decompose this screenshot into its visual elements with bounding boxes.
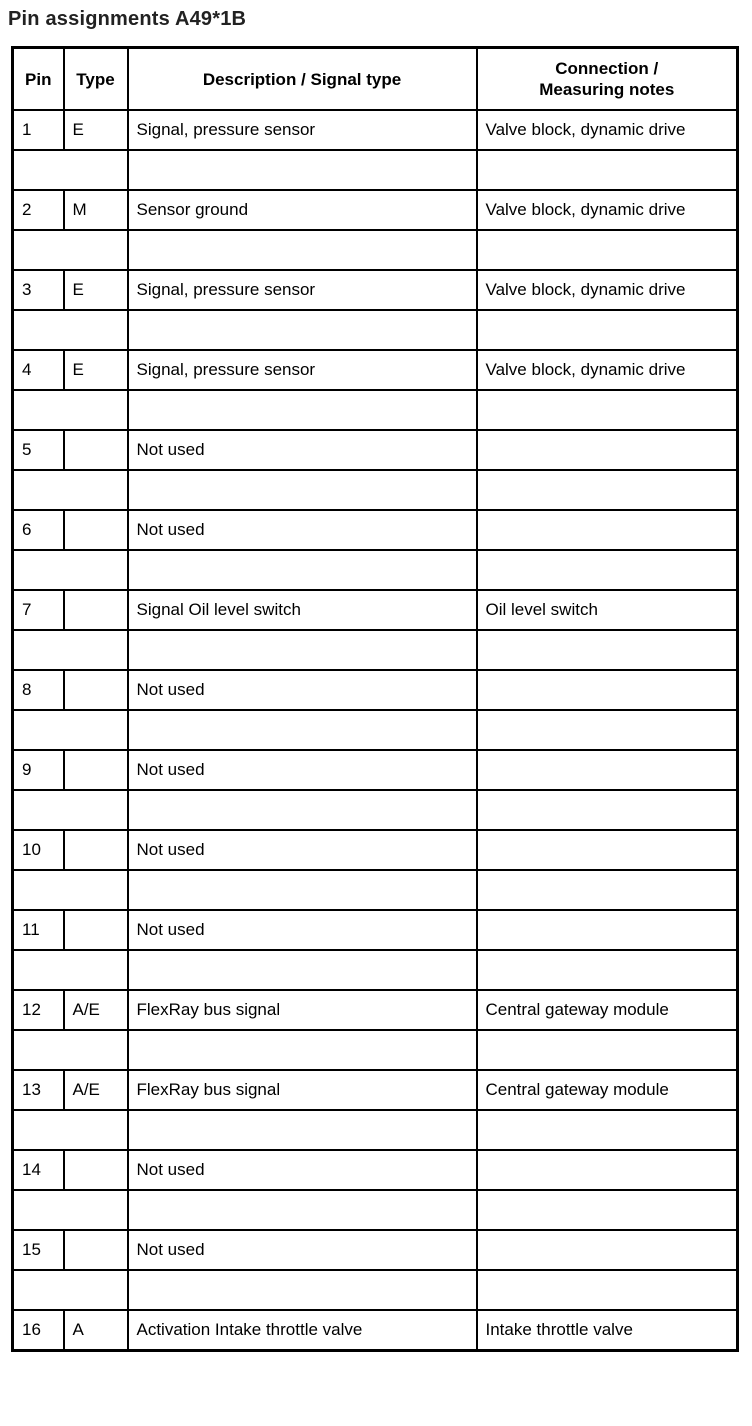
cell-description: Signal Oil level switch [128,590,477,630]
spacer-cell [128,1270,477,1310]
spacer-cell [13,790,128,830]
header-description: Description / Signal type [128,48,477,111]
spacer-cell [477,630,738,670]
cell-connection [477,750,738,790]
cell-description: Not used [128,670,477,710]
cell-type [64,1150,128,1190]
table-row [13,110,738,150]
cell-pin: 2 [13,190,64,230]
cell-connection: Oil level switch [477,590,738,630]
cell-description: Not used [128,1150,477,1190]
spacer-cell [477,390,738,430]
cell-type [64,910,128,950]
spacer-cell [128,1030,477,1070]
spacer-cell [13,150,128,190]
spacer-cell [477,550,738,590]
cell-type [64,430,128,470]
cell-description: FlexRay bus signal [128,990,477,1030]
table-row [13,830,738,870]
spacer-row [13,1190,738,1230]
spacer-cell [128,950,477,990]
spacer-cell [13,310,128,350]
cell-pin: 14 [13,1150,64,1190]
spacer-cell [477,150,738,190]
spacer-cell [477,1270,738,1310]
spacer-row [13,310,738,350]
table-row [13,1070,738,1110]
cell-pin: 11 [13,910,64,950]
cell-type [64,590,128,630]
table-row [13,190,738,230]
cell-type: M [64,190,128,230]
cell-type: A/E [64,1070,128,1110]
cell-pin: 12 [13,990,64,1030]
spacer-row [13,470,738,510]
cell-connection [477,830,738,870]
cell-pin: 5 [13,430,64,470]
table-row [13,350,738,390]
pin-assignment-table [11,46,739,1352]
cell-connection: Intake throttle valve [477,1310,738,1351]
cell-description: Not used [128,750,477,790]
spacer-cell [477,790,738,830]
cell-pin: 3 [13,270,64,310]
spacer-cell [477,710,738,750]
spacer-cell [477,950,738,990]
table-body [13,110,738,1351]
cell-type: E [64,270,128,310]
cell-type [64,750,128,790]
cell-connection: Central gateway module [477,990,738,1030]
spacer-cell [13,550,128,590]
cell-connection [477,1230,738,1270]
cell-connection [477,670,738,710]
spacer-cell [13,230,128,270]
spacer-cell [128,630,477,670]
spacer-cell [128,710,477,750]
spacer-cell [13,1110,128,1150]
spacer-row [13,870,738,910]
header-pin: Pin [13,48,64,111]
spacer-row [13,150,738,190]
table-row [13,750,738,790]
cell-type [64,670,128,710]
header-connection-line2: Measuring notes [539,80,675,99]
spacer-cell [128,150,477,190]
spacer-cell [477,1030,738,1070]
spacer-cell [13,950,128,990]
spacer-cell [477,1110,738,1150]
cell-type [64,830,128,870]
spacer-row [13,550,738,590]
cell-type [64,1230,128,1270]
cell-description: FlexRay bus signal [128,1070,477,1110]
cell-description: Not used [128,430,477,470]
spacer-cell [128,870,477,910]
spacer-cell [128,470,477,510]
header-connection-line1: Connection / [555,59,659,78]
cell-connection: Valve block, dynamic drive [477,350,738,390]
cell-connection [477,910,738,950]
spacer-row [13,790,738,830]
cell-description: Activation Intake throttle valve [128,1310,477,1351]
spacer-cell [477,470,738,510]
cell-pin: 1 [13,110,64,150]
header-type: Type [64,48,128,111]
table-row [13,270,738,310]
table-row [13,1230,738,1270]
cell-pin: 7 [13,590,64,630]
header-connection [477,48,738,111]
table-row [13,670,738,710]
spacer-cell [477,870,738,910]
table-row [13,590,738,630]
cell-connection [477,510,738,550]
cell-description: Signal, pressure sensor [128,270,477,310]
spacer-row [13,1270,738,1310]
spacer-cell [13,390,128,430]
cell-type: A/E [64,990,128,1030]
spacer-cell [13,1030,128,1070]
spacer-cell [13,630,128,670]
cell-description: Not used [128,910,477,950]
spacer-cell [477,310,738,350]
cell-pin: 16 [13,1310,64,1351]
cell-description: Not used [128,1230,477,1270]
cell-type: A [64,1310,128,1351]
spacer-row [13,630,738,670]
spacer-row [13,390,738,430]
cell-description: Signal, pressure sensor [128,350,477,390]
cell-connection: Central gateway module [477,1070,738,1110]
table-row [13,1310,738,1351]
spacer-cell [128,230,477,270]
cell-pin: 15 [13,1230,64,1270]
cell-type: E [64,350,128,390]
cell-pin: 8 [13,670,64,710]
table-row [13,1150,738,1190]
cell-connection: Valve block, dynamic drive [477,190,738,230]
spacer-row [13,230,738,270]
cell-description: Not used [128,510,477,550]
cell-connection [477,1150,738,1190]
cell-pin: 13 [13,1070,64,1110]
spacer-cell [128,310,477,350]
spacer-cell [477,1190,738,1230]
spacer-row [13,1030,738,1070]
cell-pin: 9 [13,750,64,790]
spacer-row [13,1110,738,1150]
cell-pin: 4 [13,350,64,390]
cell-type: E [64,110,128,150]
spacer-cell [13,1190,128,1230]
table-row [13,910,738,950]
spacer-cell [128,1110,477,1150]
spacer-cell [128,790,477,830]
cell-connection: Valve block, dynamic drive [477,110,738,150]
cell-description: Not used [128,830,477,870]
cell-connection: Valve block, dynamic drive [477,270,738,310]
spacer-cell [128,1190,477,1230]
spacer-cell [13,470,128,510]
cell-pin: 10 [13,830,64,870]
spacer-cell [13,1270,128,1310]
spacer-cell [128,550,477,590]
table-row [13,510,738,550]
spacer-cell [13,870,128,910]
spacer-row [13,950,738,990]
table-row [13,430,738,470]
spacer-cell [128,390,477,430]
table-row [13,990,738,1030]
spacer-cell [477,230,738,270]
cell-description: Sensor ground [128,190,477,230]
cell-connection [477,430,738,470]
cell-description: Signal, pressure sensor [128,110,477,150]
cell-pin: 6 [13,510,64,550]
page-title: Pin assignments A49*1B [8,8,247,30]
table-header-row [13,48,738,111]
cell-type [64,510,128,550]
spacer-cell [13,710,128,750]
spacer-row [13,710,738,750]
